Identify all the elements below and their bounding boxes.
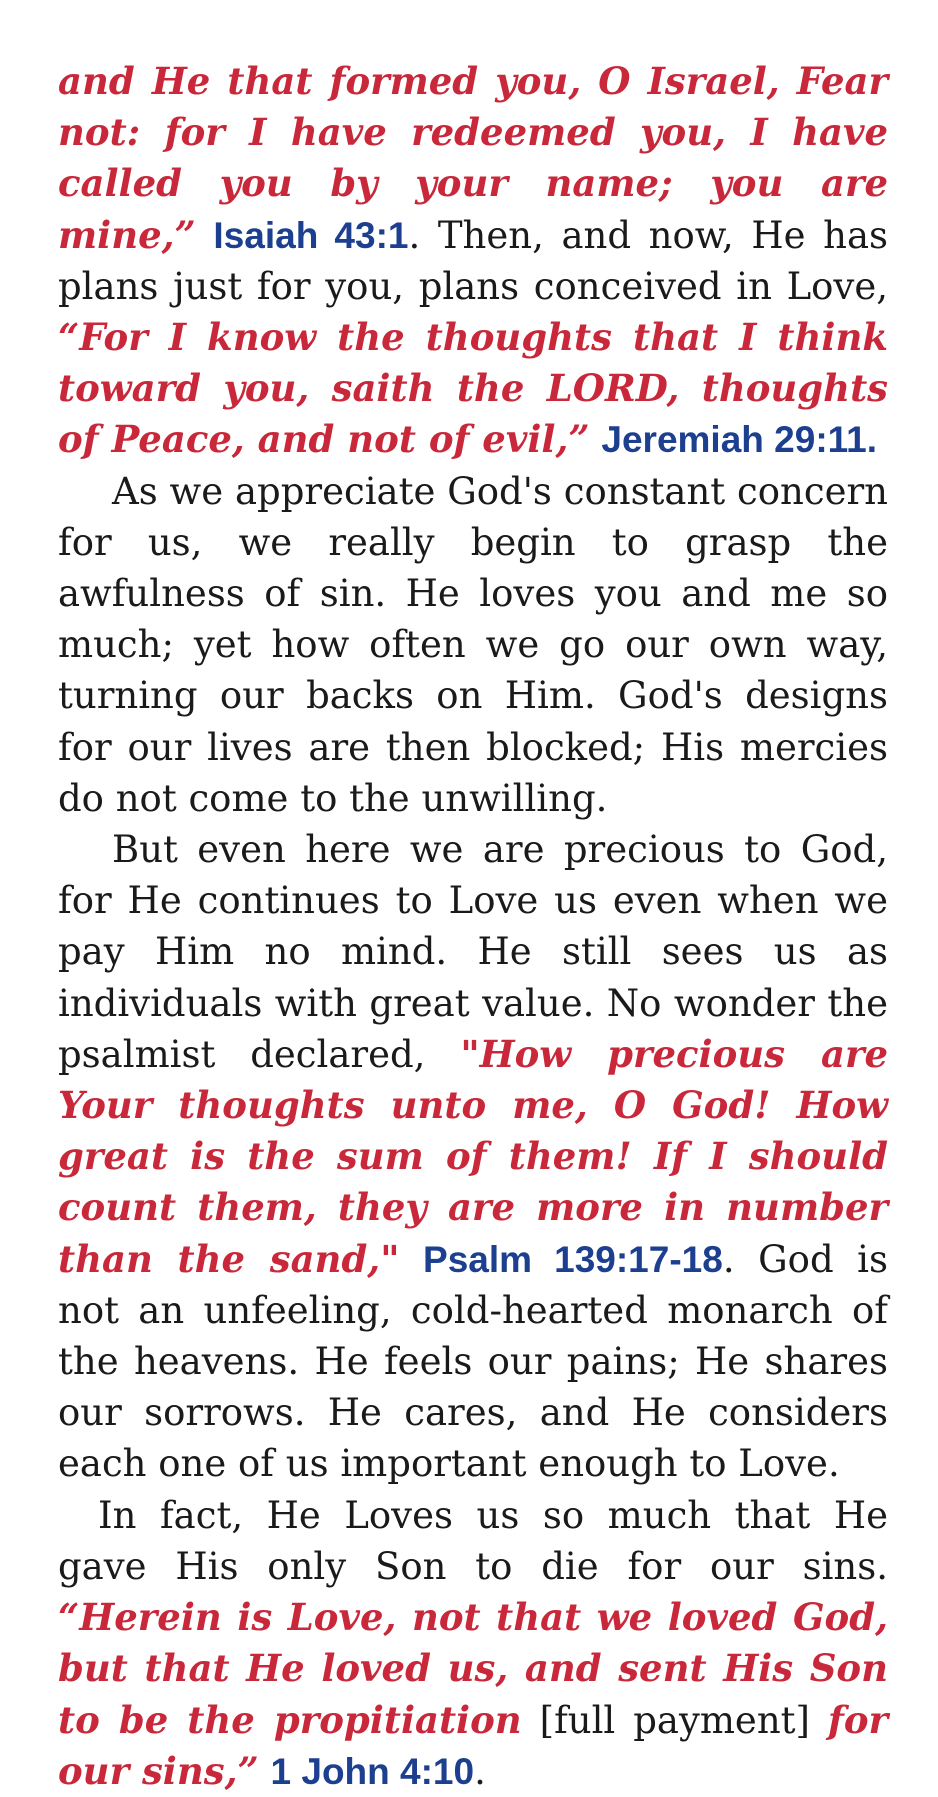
scripture-reference: 1 John 4:10 (270, 1750, 475, 1792)
paragraph-1 (58, 56, 888, 466)
scripture-reference: Jeremiah 29:11. (601, 419, 878, 461)
body-text: . (474, 1749, 486, 1793)
body-text: . Then, and now, He has plans just for you, plans conceived in Love, (58, 213, 889, 308)
paragraph-2 (58, 466, 888, 824)
scripture-quote: and He that formed you, O Israel, Fear not: for I have redeemed you, I have called you by your name; you are mine,” (58, 59, 888, 257)
scripture-quote: “Herein is Love, not that we loved God, but that He loved us, and sent His Son to be the propitiation (58, 1595, 888, 1742)
body-text: [full payment] (521, 1698, 828, 1742)
scripture-quote: “For I know the thoughts that I think toward you, saith the LORD, thoughts of Peace, and not of evil,” (58, 315, 888, 462)
body-text: As we appreciate God's constant concern for us, we really begin to grasp the awfulness of sin. He loves you and me so much; yet how often we go our own way, turning our backs on Him. God's designs for our lives are then blocked; His mercies do not come to the unwilling. (58, 469, 888, 820)
body-text: In fact, He Loves us so much that He gave His only Son to die for our sins. (58, 1493, 888, 1588)
scripture-quote: for our sins,” (58, 1697, 888, 1793)
paragraph-3 (58, 824, 888, 1490)
body-text: But even here we are precious to God, for He continues to Love us even when we pay Him no mind. He still sees us as individuals with great value. No wonder the psalmist declared, (58, 828, 888, 1076)
scripture-quote: "How precious are Your thoughts unto me, O God! How great is the sum of them! If I should count them, they are more in number than the sand," (58, 1031, 888, 1281)
scripture-reference: Isaiah 43:1 (213, 214, 409, 256)
body-text: . God is not an unfeeling, cold-hearted monarch of the heavens. He feels our pains; He shares our sorrows. He cares, and He considers each one of us important enough to Love. (58, 1237, 889, 1486)
paragraph-4 (58, 1490, 888, 1797)
scripture-reference: Psalm 139:17-18 (423, 1238, 723, 1280)
